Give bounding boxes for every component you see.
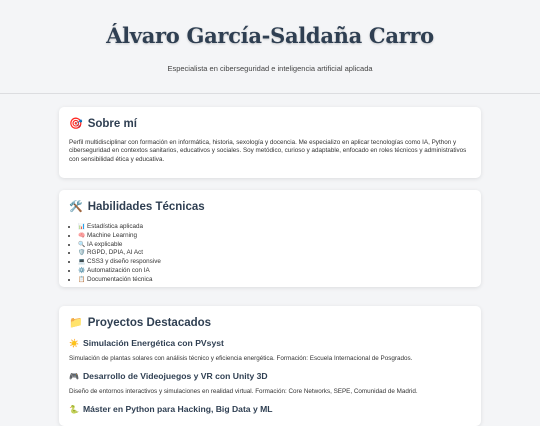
projects-heading-label: Proyectos Destacados [87, 316, 212, 329]
about-heading [69, 117, 471, 130]
page-title: Álvaro García-Saldaña Carro [106, 23, 434, 48]
skills-list [69, 223, 471, 285]
skill-item [78, 276, 471, 285]
project-title [69, 338, 471, 348]
chart-icon: 📊 [78, 224, 86, 230]
about-heading-label: Sobre mí [87, 117, 137, 130]
skills-heading-label: Habilidades Técnicas [87, 200, 205, 213]
project-title [69, 371, 471, 381]
skill-label: RGPD, DPIA, AI Act [87, 249, 143, 257]
projects-heading [69, 316, 471, 329]
skill-label: Estadística aplicada [87, 223, 144, 230]
project-title [69, 404, 471, 414]
project-description: Simulación de plantas solares con análisis técnico y eficiencia energética. Formación: Escuela Internacional de Posgrados. [69, 355, 413, 362]
skill-label: Machine Learning [87, 231, 138, 239]
gamepad-icon: 🎮 [69, 371, 79, 381]
page-header [0, 0, 540, 94]
project-title-label: Máster en Python para Hacking, Big Data y ML [82, 404, 273, 414]
project-description: Diseño de entornos interactivos y simulaciones en realidad virtual. Formación: Core Networks, SEPE, Comunidad de Madrid. [69, 388, 418, 395]
skills-heading [69, 200, 471, 213]
project-title-label: Simulación Energética con PVsyst [82, 338, 224, 348]
about-text: Perfil multidisciplinar con formación en informática, historia, sexología y docencia. Me especializo en aplicar tecnologías como IA, Python y ciberseguridad en contextos sanitarios, educativos y sociales. Soy metódico, curioso y adaptable, enfocado en roles técnicos y administrativos con sensibilidad ética y educativa. [69, 139, 467, 163]
project-title-label: Desarrollo de Videojuegos y VR con Unity 3D [82, 371, 268, 381]
skill-item [78, 258, 471, 267]
tools-icon: 🛠️ [69, 201, 83, 213]
projects-card [59, 306, 481, 426]
folder-icon: 📁 [69, 317, 83, 329]
skill-label: IA explicable [87, 240, 123, 248]
skill-item [78, 232, 471, 241]
about-card [59, 107, 481, 178]
skill-item [78, 249, 471, 258]
magnifier-icon: 🔍 [78, 241, 86, 248]
sun-icon: ☀️ [69, 338, 79, 348]
skill-item [78, 223, 471, 232]
target-icon: 🎯 [69, 118, 83, 130]
gear-icon: ⚙️ [78, 267, 86, 274]
skill-label: CSS3 y diseño responsive [87, 258, 161, 266]
brain-icon: 🧠 [78, 232, 86, 239]
skill-item [78, 267, 471, 276]
clipboard-icon: 📋 [78, 276, 86, 283]
shield-icon: 🛡️ [78, 250, 86, 257]
page-subtitle: Especialista en ciberseguridad e inteligencia artificial aplicada [167, 64, 373, 73]
skill-label: Documentación técnica [87, 275, 153, 283]
snake-icon: 🐍 [69, 404, 79, 414]
laptop-icon: 💻 [78, 259, 86, 266]
skills-card [59, 190, 481, 287]
skill-label: Automatización con IA [87, 266, 150, 274]
